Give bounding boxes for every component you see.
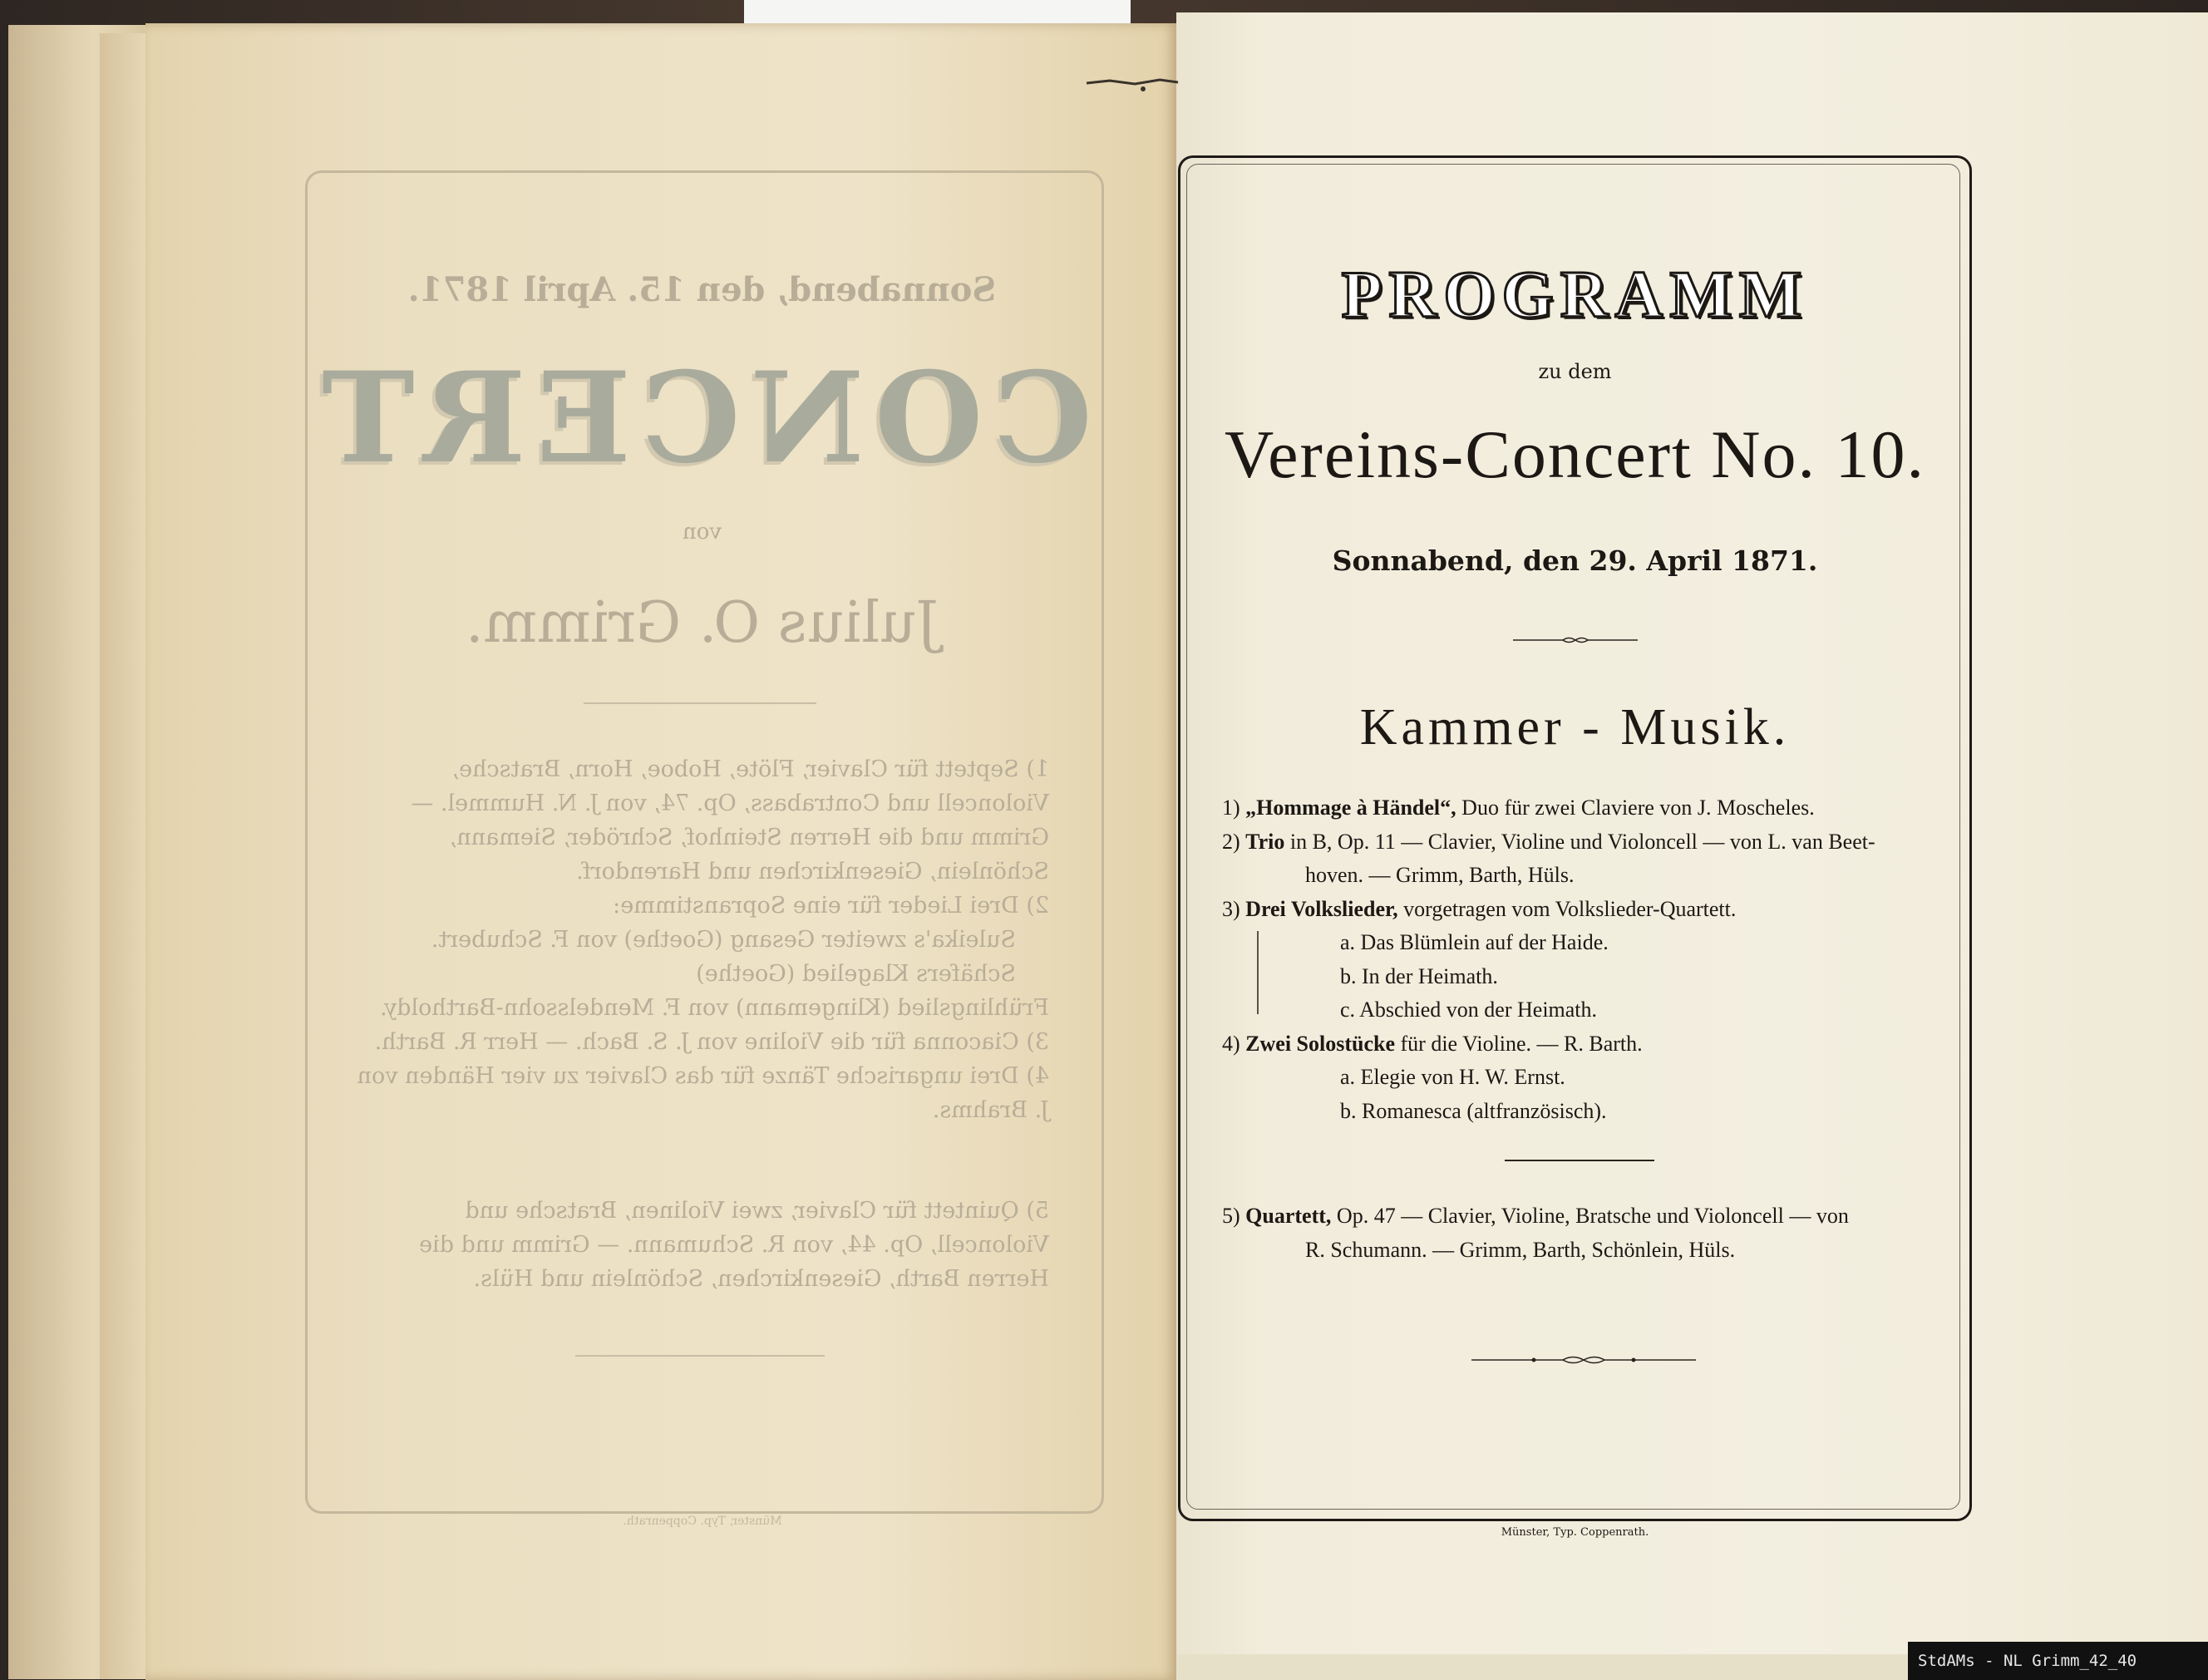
item-details: Op. 47 — Clavier, Violine, Bratsche und Violoncell — von bbox=[1331, 1204, 1849, 1228]
printer-imprint: Münster, Typ. Coppenrath. bbox=[1501, 1526, 1649, 1539]
program-list bbox=[1222, 791, 1954, 1128]
program-item bbox=[1222, 1027, 1954, 1062]
back-item: Schäfers Klagelied (Goethe) bbox=[696, 961, 1016, 987]
back-item: 1) Septett für Clavier, Flöte, Hoboe, Horn, Bratsche, Violoncell und Contrabass, Op. 74, von J. N. Hummel. — Grimm und die Herren Steinhof, Schröder, Siemann, Schönlein, Giesenkirchen und Harendorf. bbox=[411, 756, 1049, 884]
program-item bbox=[1222, 1200, 1954, 1234]
back-ornament bbox=[575, 1355, 825, 1357]
program-item-continued: R. Schumann. — Grimm, Barth, Schönlein, Hüls. bbox=[1305, 1237, 1736, 1262]
back-item: 4) Drei ungarische Tänze für das Clavier zu vier Händen von J. Brahms. bbox=[357, 1063, 1049, 1123]
ornament-divider bbox=[1513, 636, 1638, 644]
program-subitem: a. Elegie von H. W. Ernst. bbox=[1340, 1065, 1565, 1089]
program-list-part2 bbox=[1222, 1200, 1954, 1267]
item-number: 5) bbox=[1222, 1204, 1240, 1228]
back-program-list bbox=[351, 752, 1049, 1296]
show-through-text bbox=[305, 170, 1099, 1509]
back-date: Sonnabend, den 15. April 1871. bbox=[407, 270, 997, 309]
item-details: vorgetragen vom Volkslieder-Quartett. bbox=[1397, 896, 1737, 921]
item-details: in B, Op. 11 — Clavier, Violine und Violoncell — von L. van Beet- bbox=[1284, 829, 1875, 854]
back-printer: Münster, Typ. Coppenrath. bbox=[623, 1515, 782, 1528]
item-title: „Hommage à Händel“, bbox=[1245, 796, 1456, 820]
program-subitem: b. Romanesca (altfranzösisch). bbox=[1340, 1098, 1607, 1123]
back-item: Frühlingslied (Klingemann) von F. Mendelssohn-Bartholdy. bbox=[379, 995, 1049, 1021]
section-heading: Kammer - Musik. bbox=[1359, 699, 1791, 756]
program-title: PROGRAMM bbox=[1341, 259, 1809, 332]
item-number: 1) bbox=[1222, 796, 1240, 820]
item-title: Quartett, bbox=[1245, 1204, 1332, 1228]
program-subitem: a. Das Blümlein auf der Haide. bbox=[1340, 930, 1609, 954]
item-details: Duo für zwei Claviere von J. Moscheles. bbox=[1456, 796, 1815, 820]
program-subtitle: zu dem bbox=[1538, 360, 1612, 383]
archive-stamp bbox=[1085, 71, 1180, 96]
concert-heading: Vereins-Concert No. 10. bbox=[1224, 416, 1926, 492]
program-item bbox=[1222, 825, 1954, 860]
program-subitem: c. Abschied von der Heimath. bbox=[1340, 998, 1598, 1022]
item-number: 4) bbox=[1222, 1031, 1240, 1056]
section-divider bbox=[1505, 1160, 1654, 1161]
back-item: 3) Ciaconna für die Violine von J. S. Bach. — Herr R. Barth. bbox=[374, 1029, 1049, 1055]
back-item: 5) Quintett für Clavier, zwei Violinen, Bratsche und Violoncell, Op. 44, von R. Schumann. — Grimm und die Herren Barth, Giesenkirchen, Schönlein und Hüls. bbox=[419, 1198, 1049, 1292]
concert-date: Sonnabend, den 29. April 1871. bbox=[1332, 544, 1818, 577]
ornament-divider bbox=[1471, 1353, 1696, 1367]
back-von: von bbox=[682, 520, 722, 544]
program-subitem: b. In der Heimath. bbox=[1340, 963, 1498, 988]
bracket-mark bbox=[1257, 931, 1264, 1014]
item-number: 2) bbox=[1222, 829, 1240, 854]
back-performer-name: Julius O. Grimm. bbox=[466, 590, 939, 656]
back-divider bbox=[584, 702, 816, 704]
item-number: 3) bbox=[1222, 896, 1240, 921]
item-details: für die Violine. — R. Barth. bbox=[1395, 1031, 1643, 1056]
back-item: 2) Drei Lieder für eine Sopranstimme: bbox=[613, 893, 1049, 919]
back-concert-title: CONCERT bbox=[312, 345, 1092, 491]
back-item: von F. Schubert. bbox=[431, 927, 617, 953]
back-item: Suleika's zweiter Gesang (Goethe) bbox=[623, 927, 1016, 953]
item-title: Drei Volkslieder, bbox=[1245, 896, 1398, 921]
program-item-continued: hoven. — Grimm, Barth, Hüls. bbox=[1305, 863, 1575, 887]
paper-tab bbox=[744, 0, 1131, 23]
item-title: Trio bbox=[1245, 829, 1285, 854]
program-item bbox=[1222, 791, 1954, 825]
program-item bbox=[1222, 893, 1954, 927]
item-title: Zwei Solostücke bbox=[1245, 1031, 1396, 1056]
archive-reference-label: StdAMs - NL Grimm_42_40 bbox=[1908, 1642, 2208, 1680]
